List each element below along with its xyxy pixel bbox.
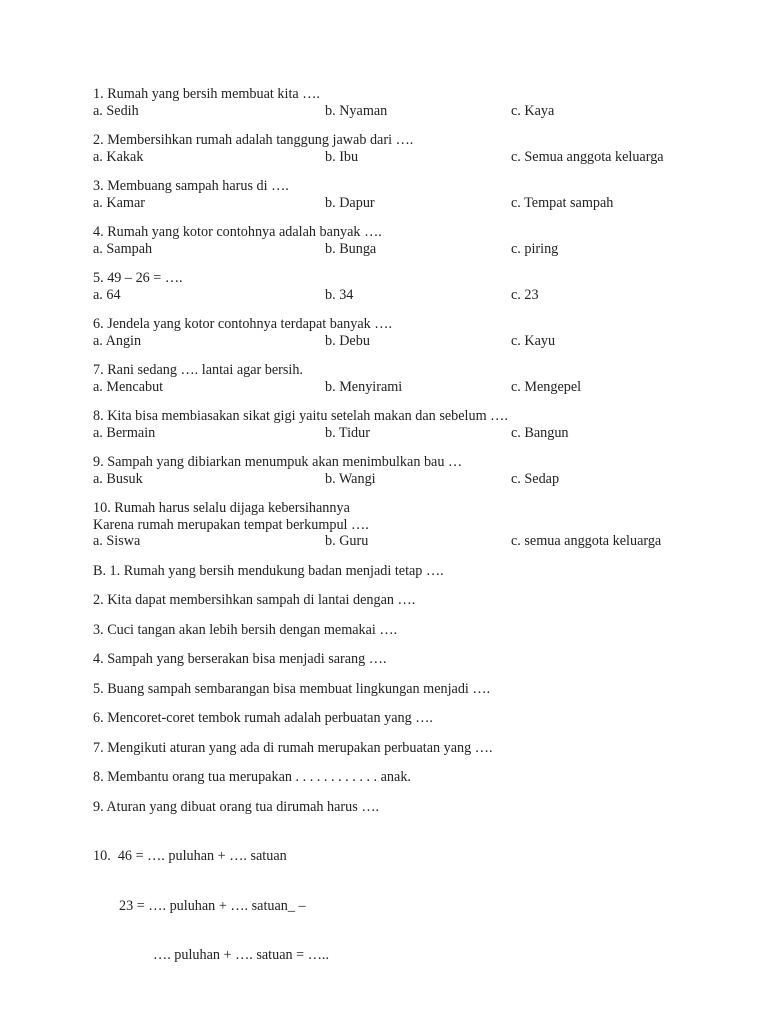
option-a: a. Busuk (93, 470, 143, 487)
question-5 (93, 270, 733, 303)
option-b: b. Wangi (325, 470, 376, 487)
option-c: c. piring (511, 240, 559, 257)
essay-question-9: 9. Aturan yang dibuat orang tua dirumah harus …. (93, 798, 380, 815)
question-3 (93, 178, 733, 211)
question-text: 5. 49 – 26 = …. (93, 270, 183, 286)
question-9 (93, 454, 733, 487)
options (93, 103, 733, 120)
essay-question-2: 2. Kita dapat membersihkan sampah di lantai dengan …. (93, 592, 416, 608)
essay-question-7: 7. Mengikuti aturan yang ada di rumah merupakan perbuatan yang …. (93, 739, 493, 756)
essay-question-8: 8. Membantu orang tua merupakan . . . . . . . . . . . . anak. (93, 769, 411, 785)
question-8 (93, 408, 733, 441)
options (93, 333, 733, 350)
question-text: 7. Rani sedang …. lantai agar bersih. (93, 362, 303, 378)
option-b: b. Debu (325, 332, 370, 349)
option-b: b. Bunga (325, 240, 377, 257)
option-c: c. Sedap (511, 470, 560, 487)
question-text: 6. Jendela yang kotor contohnya terdapat banyak …. (93, 316, 393, 332)
option-a: a. Angin (93, 332, 142, 349)
options (93, 471, 733, 488)
option-b: b. Dapur (325, 194, 375, 211)
option-c: c. Bangun (511, 424, 569, 441)
question-1 (93, 86, 733, 119)
option-c: c. Kayu (511, 332, 556, 349)
question-10 (93, 500, 733, 550)
options (93, 241, 733, 258)
option-b: b. Guru (325, 533, 369, 549)
essay-question-5: 5. Buang sampah sembarangan bisa membuat lingkungan menjadi …. (93, 680, 491, 697)
option-c: c. Tempat sampah (511, 194, 614, 211)
option-b: b. Menyirami (325, 378, 403, 395)
question-6 (93, 316, 733, 349)
option-a: a. Bermain (93, 424, 156, 441)
question-7 (93, 362, 733, 395)
option-c: c. semua anggota keluarga (511, 533, 662, 549)
option-c: c. Mengepel (511, 378, 582, 395)
options (93, 533, 733, 550)
essay-question-1: B. 1. Rumah yang bersih mendukung badan menjadi tetap …. (93, 562, 444, 579)
essay-question-4: 4. Sampah yang berserakan bisa menjadi sarang …. (93, 651, 387, 667)
question-text-line1: 10. Rumah harus selalu dijaga kebersihannya (93, 500, 350, 516)
question-text: 3. Membuang sampah harus di …. (93, 178, 289, 194)
question-text-line2: Karena rumah merupakan tempat berkumpul …. (93, 516, 369, 533)
option-a: a. Kamar (93, 194, 145, 211)
options (93, 149, 733, 166)
question-text: 8. Kita bisa membiasakan sikat gigi yaitu setelah makan dan sebelum …. (93, 408, 508, 424)
question-2 (93, 132, 733, 165)
section-a (93, 86, 733, 550)
option-b: b. Nyaman (325, 102, 388, 119)
math-line-3: …. puluhan + …. satuan = ….. (153, 947, 329, 963)
options (93, 379, 733, 396)
options (93, 425, 733, 442)
option-c: c. 23 (511, 286, 539, 303)
essay-question-3: 3. Cuci tangan akan lebih bersih dengan memakai …. (93, 621, 398, 638)
options (93, 195, 733, 212)
worksheet (93, 86, 733, 997)
option-a: a. Sedih (93, 102, 139, 119)
option-a: a. 64 (93, 286, 121, 303)
option-b: b. Ibu (325, 148, 359, 165)
question-text: 4. Rumah yang kotor contohnya adalah banyak …. (93, 224, 382, 240)
section-b (93, 563, 733, 997)
question-text: 1. Rumah yang bersih membuat kita …. (93, 86, 320, 102)
option-a: a. Mencabut (93, 378, 164, 395)
math-line-2: 23 = …. puluhan + …. satuan_ – (119, 897, 306, 914)
question-4 (93, 224, 733, 257)
essay-question-10 (93, 815, 733, 997)
question-text: 2. Membersihkan rumah adalah tanggung jawab dari …. (93, 132, 414, 148)
essay-question-6: 6. Mencoret-coret tembok rumah adalah perbuatan yang …. (93, 710, 433, 726)
option-a: a. Siswa (93, 533, 141, 549)
option-b: b. 34 (325, 286, 354, 303)
option-a: a. Kakak (93, 148, 144, 165)
math-line-1: 10. 46 = …. puluhan + …. satuan (93, 848, 287, 864)
question-text: 9. Sampah yang dibiarkan menumpuk akan menimbulkan bau … (93, 454, 463, 470)
option-b: b. Tidur (325, 424, 370, 441)
option-c: c. Semua anggota keluarga (511, 148, 664, 165)
options (93, 287, 733, 304)
option-c: c. Kaya (511, 102, 555, 119)
option-a: a. Sampah (93, 240, 153, 257)
